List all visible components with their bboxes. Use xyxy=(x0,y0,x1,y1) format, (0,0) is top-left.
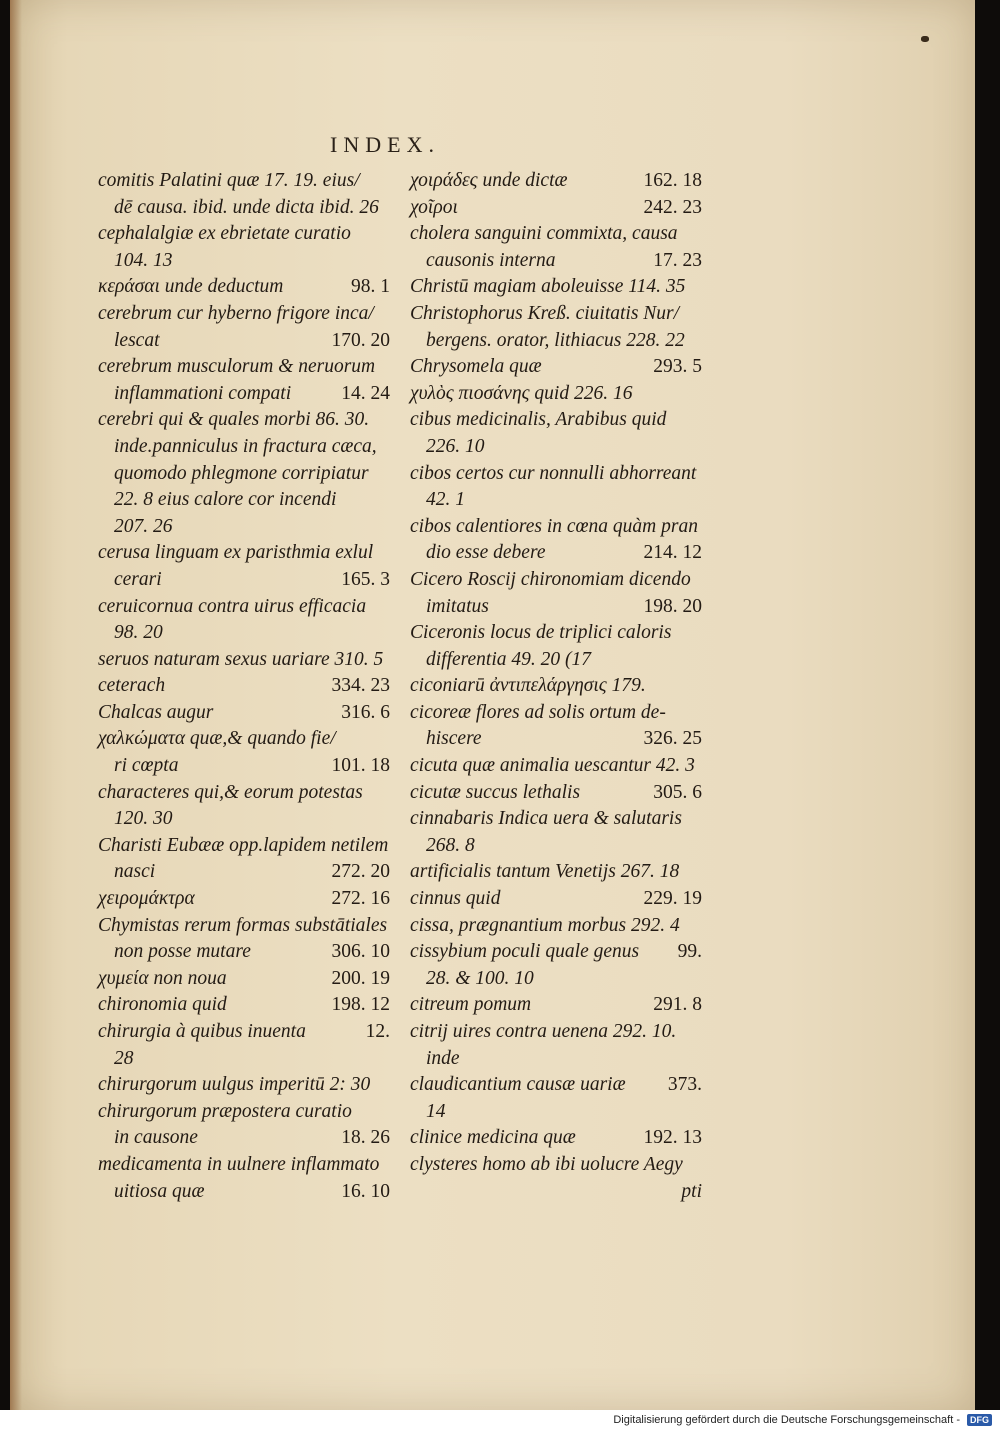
entry-text: bergens. orator, lithiacus 228. 22 xyxy=(426,329,685,351)
entry-text: ri cœpta xyxy=(114,755,179,777)
entry-page-ref: 334. 23 xyxy=(331,675,390,697)
entry-text: cibos calentiores in cœna quàm pran xyxy=(410,515,698,537)
entry-text: citrij uires contra uenena 292. 10. xyxy=(410,1021,677,1042)
entry-text: quomodo phlegmone corripiatur xyxy=(114,462,369,484)
index-entry xyxy=(98,596,398,623)
entry-page-ref: 165. 3 xyxy=(341,568,390,590)
entry-page-ref: 198. 20 xyxy=(643,595,702,617)
index-entry xyxy=(98,409,398,436)
entry-text: cissybium poculi quale genus xyxy=(410,941,640,963)
dfg-logo: DFG xyxy=(967,1414,992,1426)
index-entry xyxy=(410,383,710,410)
entry-page-ref: 99. xyxy=(677,941,702,963)
index-entry xyxy=(98,223,398,250)
entry-page-ref: 162. 18 xyxy=(643,170,702,191)
entry-text: χοῖροι xyxy=(410,196,458,218)
index-entry xyxy=(98,1074,398,1101)
entry-text: chironomia quid xyxy=(98,994,227,1016)
index-entry xyxy=(410,622,710,649)
entry-text: 42. 1 xyxy=(426,489,465,511)
entry-text: inde xyxy=(426,1047,460,1069)
index-entry xyxy=(410,463,710,490)
entry-text: chirurgorum præpostera curatio xyxy=(98,1100,352,1122)
index-entry xyxy=(98,649,398,676)
book-page xyxy=(10,0,975,1410)
entry-text: cerebri qui & quales morbi 86. 30. xyxy=(98,409,370,431)
entry-text: 226. 10 xyxy=(426,435,485,457)
entry-text: Chymistas rerum formas substātiales xyxy=(98,914,388,936)
index-entry xyxy=(410,888,710,915)
entry-text: clinice medicina quæ xyxy=(410,1127,576,1149)
entry-page-ref: 18. 26 xyxy=(341,1127,390,1149)
entry-page-ref: 293. 5 xyxy=(653,356,702,378)
entry-text: χαλκώματα quæ,& quando fie/ xyxy=(98,728,336,750)
index-entry xyxy=(410,702,710,729)
index-entry xyxy=(410,1127,710,1154)
index-entry xyxy=(98,728,398,755)
index-entry xyxy=(98,861,398,888)
entry-text: 104. 13 xyxy=(114,249,173,271)
entry-page-ref: 291. 8 xyxy=(653,994,702,1016)
index-entry xyxy=(410,1154,710,1181)
index-entry xyxy=(410,596,710,623)
index-entry xyxy=(98,915,398,942)
entry-text: cinnabaris Indica uera & salutaris xyxy=(410,808,682,830)
entry-text: cicutæ succus lethalis xyxy=(410,781,581,803)
entry-text: 207. 26 xyxy=(114,515,173,537)
index-entry xyxy=(98,463,398,490)
entry-text: clysteres homo ab ibi uolucre Aegy xyxy=(410,1153,683,1175)
index-entry xyxy=(98,622,398,649)
entry-page-ref: 373. xyxy=(667,1074,702,1096)
entry-text: pti xyxy=(681,1180,702,1202)
index-entry xyxy=(410,1074,710,1101)
entry-page-ref: 316. 6 xyxy=(341,701,390,723)
index-entry xyxy=(410,197,710,224)
entry-page-ref: 170. 20 xyxy=(331,329,390,351)
index-entry xyxy=(98,1127,398,1154)
entry-text: uitiosa quæ xyxy=(114,1180,205,1202)
entry-text: Charisti Eubææ opp.lapidem netilem xyxy=(98,834,389,856)
entry-text: χυλὸς πιοσάνης quid 226. 16 xyxy=(410,382,633,404)
entry-text: cephalalgiæ ex ebrietate curatio xyxy=(98,223,351,245)
entry-text: cinnus quid xyxy=(410,888,501,910)
index-entry xyxy=(410,1021,710,1048)
entry-text: cerusa linguam ex paristhmia exlul xyxy=(98,542,374,564)
entry-page-ref: 198. 12 xyxy=(331,994,390,1016)
index-entry xyxy=(98,941,398,968)
entry-text: cibos certos cur nonnulli abhorreant xyxy=(410,462,697,484)
entry-page-ref: 101. 18 xyxy=(331,755,390,777)
index-entry xyxy=(410,276,710,303)
index-entry xyxy=(410,356,710,383)
index-entry xyxy=(98,755,398,782)
entry-text: lescat xyxy=(114,329,160,351)
entry-page-ref: 272. 16 xyxy=(331,888,390,910)
entry-text: cerebrum cur hyberno frigore inca/ xyxy=(98,302,374,324)
entry-text: ceruicornua contra uirus efficacia xyxy=(98,595,367,617)
index-entry xyxy=(410,303,710,330)
entry-text: cholera sanguini commixta, causa xyxy=(410,223,678,245)
index-entry xyxy=(98,250,398,277)
index-entry xyxy=(410,1181,710,1208)
index-entry xyxy=(98,675,398,702)
entry-text: differentia 49. 20 (17 xyxy=(426,648,592,670)
index-entry xyxy=(98,1048,398,1075)
entry-text: artificialis tantum Venetijs 267. 18 xyxy=(410,861,680,883)
index-entry xyxy=(410,516,710,543)
entry-text: 28. & 100. 10 xyxy=(426,967,534,989)
index-entry xyxy=(98,569,398,596)
index-entry xyxy=(410,835,710,862)
entry-text: claudicantium causæ uariæ xyxy=(410,1074,626,1096)
entry-page-ref: 12. xyxy=(365,1021,390,1042)
entry-text: nasci xyxy=(114,861,156,883)
index-entry xyxy=(410,223,710,250)
index-entry xyxy=(410,250,710,277)
entry-text: comitis Palatini quæ 17. 19. eius/ xyxy=(98,170,360,191)
index-entry xyxy=(98,968,398,995)
index-entry xyxy=(410,409,710,436)
index-entry xyxy=(410,649,710,676)
index-entry xyxy=(98,888,398,915)
page-header: INDEX. xyxy=(330,132,440,157)
index-entry xyxy=(98,1154,398,1181)
index-entry xyxy=(98,276,398,303)
entry-text: Cicero Roscij chironomiam dicendo xyxy=(410,568,691,590)
entry-text: ciconiarū ἀντιπελάργησις 179. xyxy=(410,675,646,697)
index-entry xyxy=(410,1101,710,1128)
entry-page-ref: 192. 13 xyxy=(643,1127,702,1149)
entry-page-ref: 305. 6 xyxy=(653,781,702,803)
entry-text: cerebrum musculorum & neruorum xyxy=(98,356,376,378)
index-entry xyxy=(98,1101,398,1128)
ink-spot xyxy=(921,36,929,42)
entry-text: Chrysomela quæ xyxy=(410,356,542,378)
index-entry xyxy=(98,702,398,729)
index-entry xyxy=(98,994,398,1021)
entry-text: χειρομάκτρα xyxy=(98,888,195,910)
entry-text: chirurgorum uulgus imperitū 2: 30 xyxy=(98,1074,371,1096)
index-entry xyxy=(410,968,710,995)
entry-text: characteres qui,& eorum potestas xyxy=(98,781,363,803)
entry-text: cicoreæ flores ad solis ortum de- xyxy=(410,701,666,723)
index-entry xyxy=(410,436,710,463)
index-entry xyxy=(410,728,710,755)
entry-page-ref: 229. 19 xyxy=(643,888,702,910)
entry-page-ref: 17. 23 xyxy=(653,249,702,271)
entry-text: dio esse debere xyxy=(426,542,546,564)
entry-text: seruos naturam sexus uariare 310. 5 xyxy=(98,648,384,670)
index-entry xyxy=(410,489,710,516)
entry-text: ceterach xyxy=(98,675,166,697)
entry-text: Christū magiam aboleuisse 114. 35 xyxy=(410,276,686,298)
footer-bar xyxy=(0,1410,1000,1432)
index-entry xyxy=(98,436,398,463)
entry-text: in causone xyxy=(114,1127,198,1149)
index-entry xyxy=(410,569,710,596)
entry-text: imitatus xyxy=(426,595,489,617)
index-entry xyxy=(98,1181,398,1208)
entry-page-ref: 242. 23 xyxy=(643,196,702,218)
entry-text: cissa, prægnantium morbus 292. 4 xyxy=(410,914,680,936)
entry-text: inflammationi compati xyxy=(114,382,292,404)
entry-page-ref: 306. 10 xyxy=(331,941,390,963)
index-entry xyxy=(410,861,710,888)
entry-page-ref: 14. 24 xyxy=(341,382,390,404)
entry-text: chirurgia à quibus inuenta xyxy=(98,1021,306,1042)
entry-text: Christophorus Kreß. ciuitatis Nur/ xyxy=(410,302,680,324)
index-entry xyxy=(98,835,398,862)
entry-page-ref: 200. 19 xyxy=(331,967,390,989)
index-entry xyxy=(98,808,398,835)
index-entry xyxy=(410,782,710,809)
entry-text: Ciceronis locus de triplici caloris xyxy=(410,622,672,644)
entry-text: cibus medicinalis, Arabibus quid xyxy=(410,409,667,431)
entry-text: 14 xyxy=(426,1100,446,1122)
index-entry xyxy=(98,516,398,543)
entry-text: non posse mutare xyxy=(114,941,251,963)
entry-page-ref: 98. 1 xyxy=(351,276,390,298)
right-column xyxy=(410,170,710,1207)
index-entry xyxy=(410,542,710,569)
index-entry xyxy=(98,1021,398,1048)
entry-page-ref: 272. 20 xyxy=(331,861,390,883)
entry-text: 268. 8 xyxy=(426,834,475,856)
entry-text: cicuta quæ animalia uescantur 42. 3 xyxy=(410,755,695,777)
index-entry xyxy=(410,915,710,942)
entry-text: cerari xyxy=(114,568,162,590)
entry-text: 22. 8 eius calore cor incendi xyxy=(114,489,337,511)
index-entry xyxy=(410,994,710,1021)
entry-text: χυμεία non noua xyxy=(98,967,227,989)
index-entry xyxy=(410,1048,710,1075)
index-entry xyxy=(410,941,710,968)
entry-text: inde.panniculus in fractura cæca, xyxy=(114,435,377,457)
index-entry xyxy=(98,542,398,569)
index-entry xyxy=(98,303,398,330)
entry-page-ref: 214. 12 xyxy=(643,542,702,564)
entry-page-ref: 16. 10 xyxy=(341,1180,390,1202)
funding-note: Digitalisierung gefördert durch die Deutsche Forschungsgemeinschaft - xyxy=(613,1414,960,1426)
entry-page-ref: 326. 25 xyxy=(643,728,702,750)
entry-text: citreum pomum xyxy=(410,994,532,1016)
entry-text: 28 xyxy=(114,1047,134,1069)
index-entry xyxy=(98,330,398,357)
index-entry xyxy=(98,489,398,516)
index-entry xyxy=(410,755,710,782)
index-entry xyxy=(98,197,398,224)
index-entry xyxy=(98,170,398,197)
index-entry xyxy=(98,383,398,410)
index-entry xyxy=(98,356,398,383)
left-column xyxy=(98,170,398,1207)
entry-text: hiscere xyxy=(426,728,482,750)
entry-text: medicamenta in uulnere inflammato xyxy=(98,1153,380,1175)
index-entry xyxy=(410,675,710,702)
index-entry xyxy=(410,808,710,835)
entry-text: κεράσαι unde deductum xyxy=(98,276,284,298)
entry-text: χοιράδες unde dictæ xyxy=(410,170,568,191)
index-entry xyxy=(98,782,398,809)
entry-text: 98. 20 xyxy=(114,622,163,644)
index-entry xyxy=(410,330,710,357)
entry-text: causonis interna xyxy=(426,249,556,271)
index-entry xyxy=(410,170,710,197)
entry-text: dē causa. ibid. unde dicta ibid. 26 xyxy=(114,196,379,218)
entry-text: Chalcas augur xyxy=(98,701,214,723)
entry-text: 120. 30 xyxy=(114,808,173,830)
